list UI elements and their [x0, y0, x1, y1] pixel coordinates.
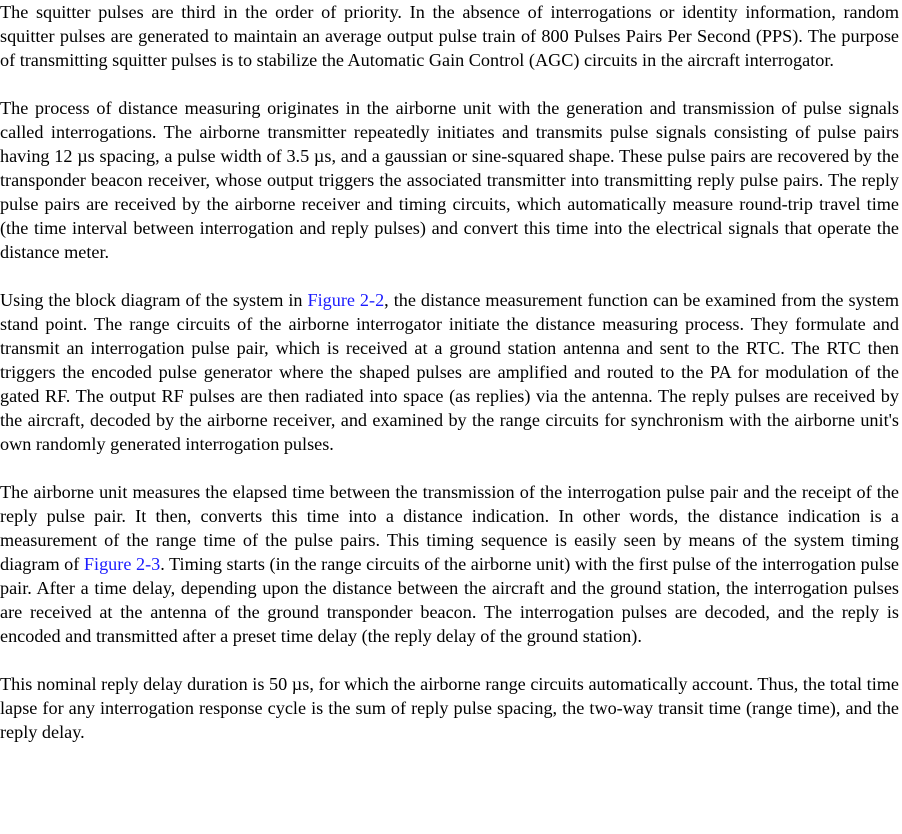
paragraph-distance-measuring-process: The process of distance measuring originates in the airborne unit with the generation and transmission of pulse signals called interrogations. The airborne transmitter repeatedly initiates and transmits pulse signals consisting of pulse pairs having 12 µs spacing, a pulse width of 3.5 µs, and a gaussian or sine-squared shape. These pulse pairs are recovered by the transponder beacon receiver, whose output triggers the associated transmitter into transmitting reply pulse pairs. The reply pulse pairs are received by the airborne receiver and timing circuits, which automatically measure round-trip travel time (the time interval between interrogation and reply pulses) and convert this time into the electrical signals that operate the distance meter. — [0, 98, 899, 262]
paragraph-squitter-pulses: The squitter pulses are third in the order of priority. In the absence of interrogations or identity information, random squitter pulses are generated to maintain an average output pulse train of 800 Pulses Pairs Per Second (PPS). The purpose of transmitting squitter pulses is to stabilize the Automatic Gain Control (AGC) circuits in the aircraft interrogator. — [0, 2, 899, 70]
figure-2-3-link[interactable]: Figure 2-3 — [83, 554, 161, 574]
paragraph-reply-delay: This nominal reply delay duration is 50 µs, for which the airborne range circuits automatically account. Thus, the total time lapse for any interrogation response cycle is the sum of reply pulse spacing, the two-way transit time (range time), and the reply delay. — [0, 674, 899, 742]
paragraph-text-segment: , the distance measurement function can be examined from the system stand point. The range circuits of the airborne interrogator initiate the distance measuring process. They formulate and transmit an interrogation pulse pair, which is received at a ground station antenna and sent to the RTC. The RTC then triggers the encoded pulse generator where the shaped pulses are amplified and routed to the PA for modulation of the gated RF. The output RF pulses are then radiated into space (as replies) via the antenna. The reply pulses are received by the aircraft, decoded by the airborne receiver, and examined by the range circuits for synchronism with the airborne unit's own randomly generated interrogation pulses. — [0, 290, 899, 454]
paragraph-elapsed-time — [0, 480, 899, 648]
paragraph-block-diagram — [0, 288, 899, 456]
paragraph-text-segment: . Timing starts (in the range circuits of the airborne unit) with the first pulse of the interrogation pulse pair. After a time delay, depending upon the distance between the aircraft and the ground station, the interrogation pulses are received at the antenna of the ground transponder beacon. The interrogation pulses are decoded, and the reply is encoded and transmitted after a preset time delay (the reply delay of the ground station). — [0, 554, 899, 646]
paragraph-text-segment: The airborne unit measures the elapsed time between the transmission of the interrogation pulse pair and the receipt of the reply pulse pair. It then, converts this time into a distance indication. In other words, the distance indication is a measurement of the range time of the pulse pairs. This timing sequence is easily seen by means of the system timing diagram of — [0, 482, 899, 574]
paragraph-text-segment: Using the block diagram of the system in — [0, 290, 308, 310]
figure-2-2-link[interactable]: Figure 2-2 — [307, 290, 385, 310]
